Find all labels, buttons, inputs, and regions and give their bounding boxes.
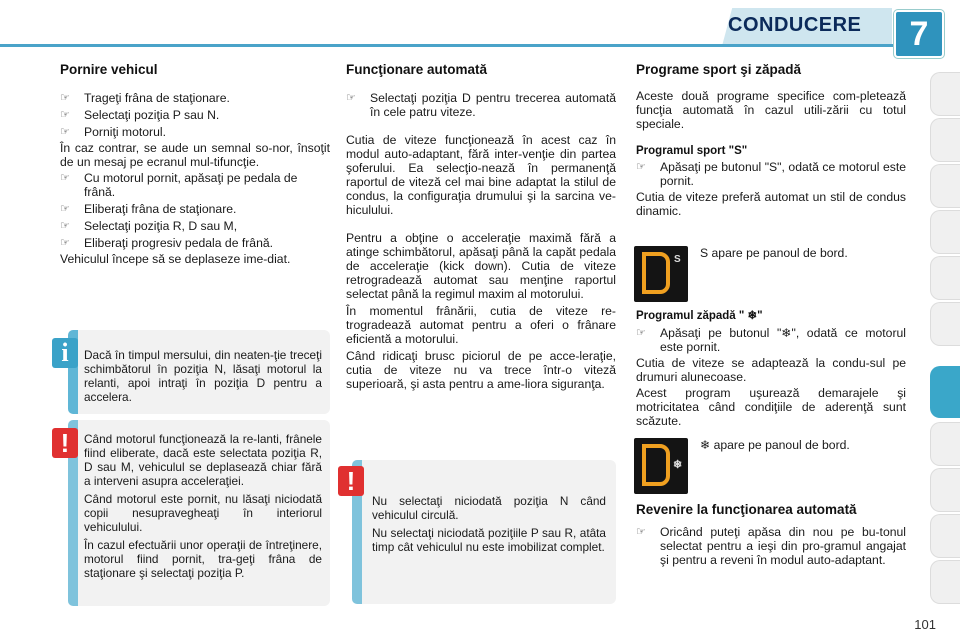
side-tab	[930, 210, 960, 254]
pointing-hand-icon: ☞	[636, 327, 646, 339]
step: ☞ Eliberaţi progresiv pedala de frână.	[60, 236, 274, 250]
page-number: 101	[914, 617, 936, 632]
warning-text: În cazul efectuării unor operaţii de întreţinere, motorul fiind pornit, tra-geţi frâna de staţionare şi selectaţi poziţia P.	[84, 538, 322, 580]
warning-note	[352, 460, 616, 604]
snow-display-image	[634, 438, 688, 494]
snow-caption: ❄ apare pe panoul de bord.	[700, 438, 850, 452]
warning-text: Nu selectaţi niciodată poziţiile P sau R, atâta timp cât vehiculul nu este imobilizat complet.	[372, 526, 606, 554]
side-tab-active	[930, 366, 960, 418]
pointing-hand-icon: ☞	[60, 172, 70, 184]
side-tab	[930, 256, 960, 300]
pointing-hand-icon: ☞	[60, 220, 70, 232]
column-automatic	[346, 62, 616, 391]
info-note-text: Dacă în timpul mersului, din neaten-ţie treceţi schimbătorul în poziţia N, lăsaţi motorul la relanti, apoi intraţi în poziţia D pentru a accelera.	[84, 348, 322, 404]
pointing-hand-icon: ☞	[60, 126, 70, 138]
step: ☞ Selectaţi poziţia R, D sau M,	[60, 219, 238, 233]
pointing-hand-icon: ☞	[636, 161, 646, 173]
step: ☞ Porniţi motorul.	[60, 125, 166, 139]
step: ☞ Trageţi frâna de staţionare.	[60, 91, 230, 105]
step: ☞ Apăsaţi pe butonul "S", odată ce motorul este pornit.	[636, 160, 906, 188]
paragraph: Cutia de viteze se adaptează la condu-sul pe drumuri alunecoase.	[636, 356, 906, 384]
sport-display-image	[634, 246, 688, 302]
paragraph: Acest program uşurează demarajele şi motricitatea când condiţiile de aderenţă sunt scăzute.	[636, 386, 906, 428]
heading-pornire: Pornire vehicul	[60, 62, 158, 77]
snowflake-icon: ❄	[673, 459, 683, 471]
column-start-vehicle	[60, 62, 330, 266]
header-rule	[0, 44, 930, 47]
warning-text: Când motorul este pornit, nu lăsaţi niciodată copii nesupravegheaţi în interiorul vehiculului.	[84, 492, 322, 534]
step: ☞ Cu motorul pornit, apăsaţi pe pedala de frână.	[60, 171, 298, 199]
column-programs	[636, 62, 906, 218]
heading-snow: Programul zăpadă " ❄"	[636, 310, 763, 322]
side-tab	[930, 468, 960, 512]
step: ☞ Selectaţi poziţia D pentru trecerea automată în cele patru viteze.	[346, 91, 616, 119]
paragraph: Când ridicaţi brusc piciorul de pe acce-leraţie, cutia de viteze nu va trece într-o viteză superioară, şi asta pentru a ame-liora siguranţa.	[346, 349, 616, 391]
paragraph: Pentru a obţine o acceleraţie maximă fără a atinge schimbătorul, apăsaţi până la capăt pedala de acceleraţie (kick down). Cutia de viteze retrogradează automat sau menţine raportul selectat până la regimul maxim al motorului.	[346, 231, 616, 301]
info-note	[68, 330, 330, 414]
step: ☞ Eliberaţi frâna de staţionare.	[60, 202, 237, 216]
paragraph: Vehiculul începe să se deplaseze ime-diat.	[60, 252, 291, 266]
chapter-badge: 7	[894, 10, 944, 58]
pointing-hand-icon: ☞	[60, 203, 70, 215]
step: ☞ Apăsaţi pe butonul "❄", odată ce motorul este pornit.	[636, 326, 906, 354]
heading-automatic: Funcţionare automată	[346, 62, 488, 77]
warning-text: Nu selectaţi niciodată poziţia N când vehiculul circulă.	[372, 494, 606, 522]
side-tab	[930, 422, 960, 466]
heading-sport: Programul sport "S"	[636, 145, 748, 157]
pointing-hand-icon: ☞	[60, 92, 70, 104]
side-tab	[930, 118, 960, 162]
pointing-hand-icon: ☞	[60, 109, 70, 121]
warning-note	[68, 420, 330, 606]
side-tab	[930, 302, 960, 346]
side-tab	[930, 514, 960, 558]
info-icon: i	[52, 338, 78, 368]
paragraph: Aceste două programe specifice com-pletează funcţia automată în cazul utili-zării cu totul speciale.	[636, 89, 906, 131]
warning-text: Când motorul funcţionează la re-lanti, frânele fiind eliberate, dacă este selectata poziţia R, D sau M, vehiculul se deplasează chiar fără a interveni asupra acceleraţiei.	[84, 432, 322, 488]
sport-caption: S apare pe panoul de bord.	[700, 246, 848, 260]
paragraph: În momentul frânării, cutia de viteze re-trogradează automat pentru a oferi o frânare eficientă a motorului.	[346, 304, 616, 346]
side-tab	[930, 164, 960, 208]
paragraph: Cutia de viteze funcţionează în acest caz în modul auto-adaptant, fără inter-venţie din partea şoferului. Ea selecţio-nează în permanenţă raportul de viteză cel mai bine adaptat la stilul de condus, la configuraţia drumului şi la sarcina ve-hiculului.	[346, 133, 616, 217]
section-return	[636, 502, 906, 567]
side-tab	[930, 560, 960, 604]
pointing-hand-icon: ☞	[636, 526, 646, 538]
display-digit	[642, 252, 670, 294]
heading-return: Revenire la funcţionarea automată	[636, 502, 857, 517]
step: ☞ Selectaţi poziţia P sau N.	[60, 108, 220, 122]
heading-programs: Programe sport şi zăpadă	[636, 62, 802, 77]
paragraph: Cutia de viteze preferă automat un stil de condus dinamic.	[636, 190, 906, 218]
exclamation-icon: !	[52, 428, 78, 458]
display-digit	[642, 444, 670, 486]
exclamation-icon: !	[338, 466, 364, 496]
pointing-hand-icon: ☞	[346, 92, 356, 104]
pointing-hand-icon: ☞	[60, 237, 70, 249]
display-badge: S	[674, 254, 681, 265]
paragraph: În caz contrar, se aude un semnal so-nor, însoţit de un mesaj pe ecranul mul-tifuncţie.	[60, 141, 330, 169]
side-tab	[930, 72, 960, 116]
section-title: CONDUCERE	[728, 14, 862, 36]
section-snow	[636, 308, 906, 428]
step: ☞ Oricând puteţi apăsa din nou pe bu-tonul selectat pentru a ieşi din pro-gramul angajat şi pentru a reveni în modul auto-adaptant.	[636, 525, 906, 567]
